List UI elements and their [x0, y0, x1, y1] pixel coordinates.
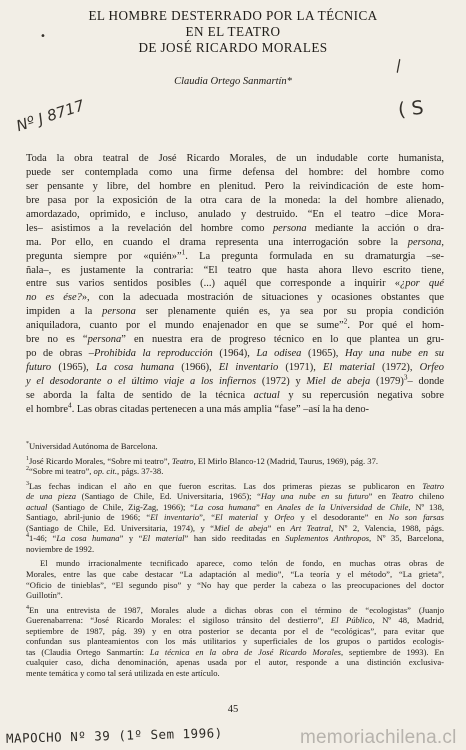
body-line: ser pensante y libre, del hombre en plenitud. Pero la reivindicación de este hom-: [26, 180, 444, 192]
footnote-line: *Universidad Autónoma de Barcelona.: [26, 441, 158, 451]
footnote-line: confundan sus planteamientos con los más utilitarios y superficiales de los grupos o partidos ecologis-: [26, 636, 444, 647]
footnotes: [26, 441, 444, 678]
page-number: 45: [227, 704, 239, 715]
handwritten-mark: ( S: [396, 96, 425, 122]
footnote-line: Guillotín”.: [26, 590, 63, 601]
footnote-line: tas (Claudia Ortego Sanmartín: La técnica en la obra de José Ricardo Morales, septiembre de 1993). En: [26, 646, 444, 657]
watermark-logo: memoriachilena.cl: [300, 727, 457, 748]
footnote-line: septiembre de 1987, pág. 39) y en otra posterior se decanta por el de “ecológicas”, para evitar que: [26, 625, 444, 636]
body-line: pregunta siempre por «quién»”$^1$. La pregunta formulada en su dramaturgia –se-: [26, 247, 444, 262]
footnote-line: $^3$Las fechas indican el año en que fueron escritas. Las dos primeras piezas se publicaron en Teatro: [26, 480, 444, 491]
footnote-line: noviembre de 1992.: [26, 543, 95, 554]
title-line-3: DE JOSÉ RICARDO MORALES: [138, 40, 328, 55]
footnote-line: $^1$José Ricardo Morales, “Sobre mi teatro”, Teatro, El Mirlo Blanco-12 (Madrid, Taurus, 1969), pág. 37.: [26, 455, 378, 466]
handwritten-catalog-code: Nº J 8717: [14, 96, 87, 136]
author-name: Claudia Ortego Sanmartín*: [174, 76, 292, 87]
body-line: futuro (1965), La cosa humana (1966), El inventario (1971), El material (1972), Orfeo: [26, 362, 445, 374]
ink-dot: •: [40, 31, 46, 42]
footnote-line: actual (Santiago de Chile, Zig-Zag, 1966); “La cosa humana” en Anales de la Universidad de Chile, Nº 138,: [26, 501, 444, 512]
body-line: impiden a la persona ser plenamente quién es, ya sea por su propia condición: [26, 306, 445, 318]
footnote-line: El mundo irracionalmente tecnificado aparece, como telón de fondo, en muchas otras obras de: [40, 558, 444, 569]
footnote-line: Santiago, abril-junio de 1966; “El inventario”, “El material y Orfeo y el desodorante” en No son farsas: [26, 512, 444, 523]
handwritten-source-note: MAPOCHO Nº 39 (1º Sem 1996): [5, 725, 223, 746]
body-line: ñala–, es justamente la contraria: “El teatro que hasta ahora llevo escrito tiene,: [26, 264, 444, 276]
body-line: bre pasa por la exposición de la otra cara de la moneda: la del hombre alienado,: [26, 194, 444, 206]
body-line: bre no es “persona” en nuestra era de progreso técnico en lo que plantea un gru-: [26, 334, 444, 346]
footnote-line: mente temática y como tal será utilizada en este artículo.: [26, 667, 220, 678]
footnote-line: $^4$En una entrevista de 1987, Morales alude a dichas obras con el término de “ecologistas” (Juanjo: [26, 604, 444, 615]
body-line: les– asistimos a la revelación del hombre como persona mediante la acción o dra-: [26, 222, 445, 234]
title-line-2: EN EL TEATRO: [185, 24, 281, 39]
body-line: no es ése?», con la adecuada mostración de situaciones y ocasiones obstantes que: [26, 292, 444, 304]
body-line: puede ser contemplada como una firme defensa del hombre: del hombre como: [26, 166, 444, 178]
body-line: se aborda la falta de sentido de la técnica actual y su repercusión negativa sobre: [26, 389, 444, 401]
footnote-line: Guerenabarrena: “José Ricardo Morales: el sigiloso tránsito del destierro”, El Público, Nº 48, Madrid,: [26, 615, 444, 626]
footnote-line: de una pieza (Santiago de Chile, Ed. Universitaria, 1965); “Hay una nube en su futuro” en Teatro chileno: [26, 491, 445, 502]
title-line-1: EL HOMBRE DESTERRADO POR LA TÉCNICA: [88, 8, 378, 23]
body-line: entre sus varios sentidos posibles (...) aquél que corresponde a inquirir «¿por qué: [26, 278, 444, 290]
footnote-line: $^2$“Sobre mi teatro”, op. cit., págs. 37-38.: [26, 466, 164, 477]
body-line: y el desodorante o el último viaje a los infiernos (1972) y Miel de abeja $(1979)^3-$ donde: [26, 372, 445, 387]
footnote-line: cualquier caso, dicha denominación, apenas usada por el autor, responde a una distinción exclusiva-: [26, 657, 444, 668]
body-line: aniquiladora, cuanto por el mundo enajenador en que se sume”$^2$. Por qué el hom-: [26, 316, 444, 332]
article-body: [26, 152, 444, 417]
article-title: [40, 8, 426, 56]
footnote-line: Morales, entre las que cabe destacar “La adaptación al medio”, “La teoría y el método”, “La grieta”,: [26, 569, 444, 580]
footnote-line: “Oficio de tinieblas”, “El segundo piso” y “No hay que perder la cabeza o las preocupaciones del doctor: [26, 579, 444, 590]
body-line: Toda la obra teatral de José Ricardo Morales, de un indudable corte humanista,: [26, 153, 444, 164]
body-line: po de obras –Prohibida la reproducción (1964), La odisea (1965), Hay una nube en su: [26, 348, 445, 360]
body-line: ma. Por ello, en cuando el drama representa una interrogación sobre la persona,: [26, 236, 444, 248]
footnote-line: $^4$1-46; “La cosa humana” y “El material” han sido reeditadas en Suplementos Anthropos, Nº 35, Barcelona,: [26, 533, 444, 544]
pencil-stroke: \: [391, 55, 406, 76]
body-line: amordazado, oprimido, e incluso, anulado y destruido. “En el teatro –dice Mora-: [26, 208, 444, 220]
footnote-line: (Santiago de Chile, Ed. Universitaria, 1974), y “Miel de abeja” en Art Teatral, Nº 2, Valencia, 1988, págs.: [26, 522, 444, 533]
body-line: el hombre$^4$. Las obras citadas pertenecen a una más amplia “fase” –así la ha deno-: [26, 400, 370, 415]
